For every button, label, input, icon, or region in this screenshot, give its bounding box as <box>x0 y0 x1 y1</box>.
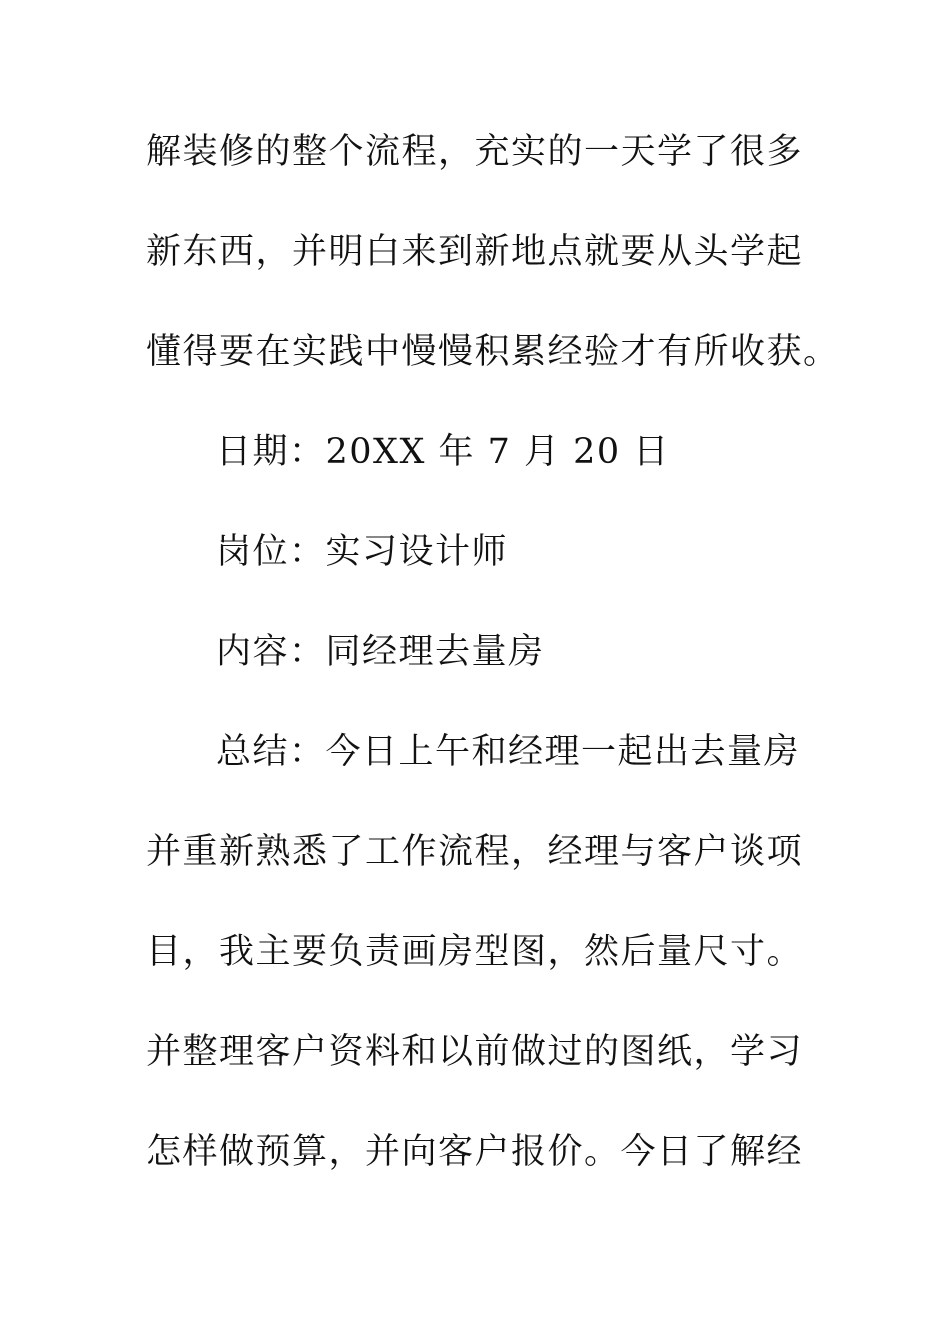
paragraph-line: 懂得要在实践中慢慢积累经验才有所收获。 <box>146 332 840 372</box>
summary-line: 总结：今日上午和经理一起出去量房 <box>216 732 801 772</box>
position-line: 岗位：实习设计师 <box>216 532 509 572</box>
paragraph-line: 新东西，并明白来到新地点就要从头学起 <box>146 232 804 272</box>
paragraph-line: 并重新熟悉了工作流程，经理与客户谈项 <box>146 832 804 872</box>
paragraph-line: 解装修的整个流程，充实的一天学了很多 <box>146 132 804 172</box>
paragraph-line: 并整理客户资料和以前做过的图纸，学习 <box>146 1032 804 1072</box>
paragraph-line: 怎样做预算，并向客户报价。今日了解经 <box>146 1132 804 1172</box>
paragraph-line: 目，我主要负责画房型图，然后量尺寸。 <box>146 932 804 972</box>
content-line: 内容：同经理去量房 <box>216 632 545 672</box>
date-line: 日期：20XX 年 7 月 20 日 <box>216 432 670 472</box>
